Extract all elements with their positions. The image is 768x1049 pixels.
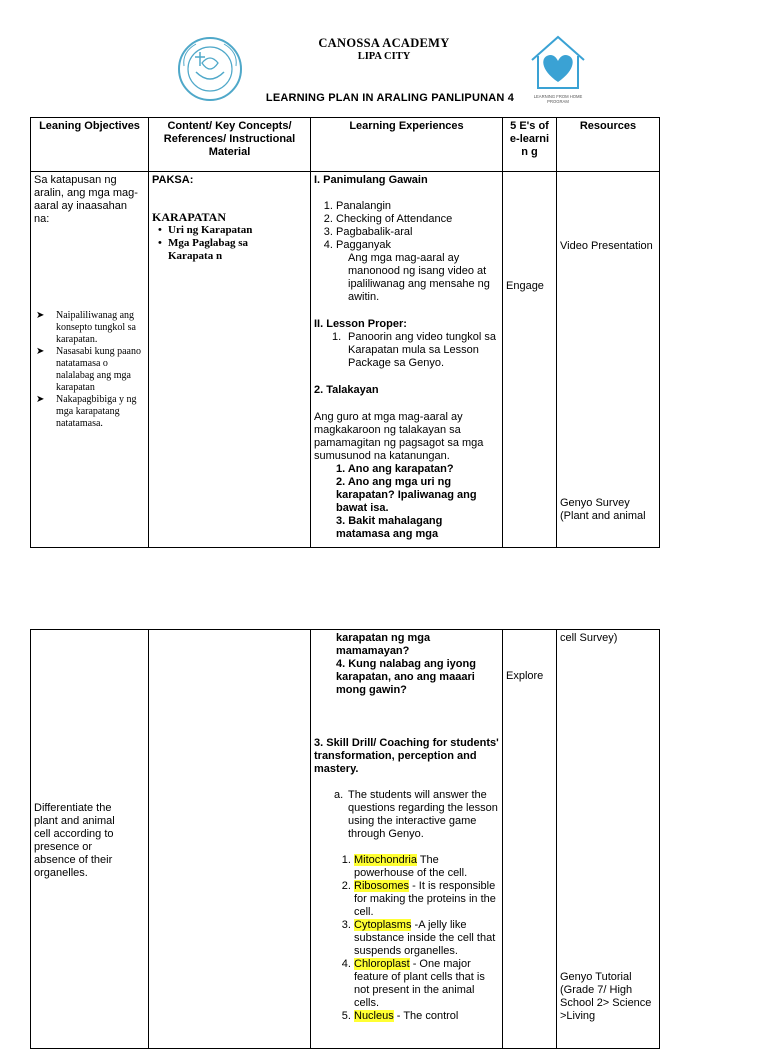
section-1-item: 4. Pagganyak: [336, 239, 499, 252]
section-2-item: 1. Panoorin ang video tungkol sa Karapatan mula sa Lesson Package sa Genyo.: [332, 331, 496, 369]
content-cell-2: [149, 630, 311, 1049]
arrow-bullet-icon: ➤: [36, 310, 45, 321]
experiences-cell-2: [311, 630, 503, 1049]
dot-bullet-icon: •: [158, 224, 162, 236]
resource-tutorial: Genyo Tutorial (Grade 7/ High School 2> Science >Living: [560, 971, 652, 1022]
organelle-item: 3. Cytoplasms -A jelly like substance inside the cell that suspends organelles.: [354, 919, 499, 958]
question-continuation: karapatan ng mga mamamayan?: [336, 632, 431, 657]
organelle-item: 5. Nucleus - The control: [354, 1010, 499, 1023]
content-item: • Mga Paglabag sa Karapata n: [158, 237, 249, 262]
school-name: CANOSSA ACADEMY: [318, 36, 450, 50]
objectives-list: [34, 310, 145, 430]
paksa-label: PAKSA:: [152, 174, 194, 186]
header-content: Content/ Key Concepts/ References/ Instructional Material: [149, 118, 311, 172]
engage-label: Engage: [506, 280, 544, 292]
school-city: LIPA CITY: [357, 51, 411, 62]
five-es-cell-2: [503, 630, 557, 1049]
objective-text: Differentiate the plant and animal cell according to presence or absence of their organelles.: [34, 802, 115, 879]
resources-cell: [557, 172, 660, 548]
organelle-item: 4. Chloroplast - One major feature of plant cells that is not present in the animal cells.: [354, 958, 499, 1010]
skill-drill-title: 3. Skill Drill/ Coaching for students' transformation, perception and mastery.: [314, 737, 499, 775]
question-item: 4. Kung nalabag ang iyong karapatan, ano ang maaari mong gawin?: [336, 658, 476, 696]
section-1-list: [314, 200, 499, 252]
organelle-item: 1. Mitochondria The powerhouse of the cell.: [354, 854, 499, 880]
organelle-list: [314, 854, 499, 1023]
question-item: 1. Ano ang karapatan?: [336, 463, 454, 475]
learning-plan-table-2: [30, 629, 660, 1049]
dot-bullet-icon: •: [158, 237, 162, 249]
organelle-item: 2. Ribosomes - It is responsible for making the proteins in the cell.: [354, 880, 499, 919]
objectives-cell: [31, 172, 149, 548]
item-a: a. The students will answer the questions regarding the lesson using the interactive game through Genyo.: [334, 789, 498, 840]
house-heart-icon: [526, 34, 590, 90]
resource-survey: Genyo Survey (Plant and animal: [560, 497, 646, 522]
header-experiences: Learning Experiences: [311, 118, 503, 172]
svg-text:CANOSSIAN: CANOSSIAN: [545, 81, 571, 86]
section-1-item: 1. Panalangin: [336, 200, 499, 213]
talakayan-text: Ang guro at mga mag-aaral ay magkakaroon ng talakayan sa pamamagitan ng pagsagot sa mga sumusunod na katanungan.: [314, 411, 484, 462]
content-cell: [149, 172, 311, 548]
arrow-bullet-icon: ➤: [36, 346, 45, 357]
plan-title: LEARNING PLAN IN ARALING PANLIPUNAN 4: [265, 92, 515, 104]
objective-item: ➤ Naipaliliwanag ang konsepto tungkol sa karapatan.: [36, 310, 136, 345]
objective-item: ➤ Nasasabi kung paano natatamasa o nalalabag ang mga karapatan: [36, 346, 141, 393]
canossian-home-logo: [526, 34, 590, 106]
question-item: 3. Bakit mahalagang matamasa ang mga: [336, 515, 443, 540]
learning-plan-table-1: [30, 117, 660, 548]
objective-cell-2: [31, 630, 149, 1049]
logo-caption: LEARNING FROM HOME PROGRAM: [533, 94, 583, 104]
resource-video: Video Presentation: [560, 240, 653, 252]
header-resources: Resources: [557, 118, 660, 172]
section-1-item: 2. Checking of Attendance: [336, 213, 499, 226]
five-es-cell: [503, 172, 557, 548]
content-item: • Uri ng Karapatan: [158, 224, 253, 236]
talakayan-title: 2. Talakayan: [314, 384, 379, 396]
explore-label: Explore: [506, 670, 544, 682]
resources-cell-2: [557, 630, 660, 1049]
objective-item: ➤ Nakapagbibiga y ng mga karapatang natatamasa.: [36, 394, 137, 429]
header-five-es: 5 E's of e-learnin g: [503, 118, 557, 172]
section-2-title: II. Lesson Proper:: [314, 318, 407, 330]
header-objectives: Leaning Objectives: [31, 118, 149, 172]
karapatan-title: KARAPATAN: [152, 210, 226, 224]
arrow-bullet-icon: ➤: [36, 394, 45, 405]
experiences-cell: [311, 172, 503, 548]
resource-continuation: cell Survey): [560, 632, 618, 644]
question-item: 2. Ano ang mga uri ng karapatan? Ipaliwanag ang bawat isa.: [336, 476, 477, 514]
section-1-item: 3. Pagbabalik-aral: [336, 226, 499, 239]
objectives-intro: Sa katapusan ng aralin, ang mga mag-aaral ay inaasahan na:: [34, 174, 138, 225]
pagganyak-text: Ang mga mag-aaral ay manonood ng isang video at ipaliliwanag ang mensahe ng awitin.: [348, 252, 490, 303]
section-1-title: I. Panimulang Gawain: [314, 174, 428, 186]
